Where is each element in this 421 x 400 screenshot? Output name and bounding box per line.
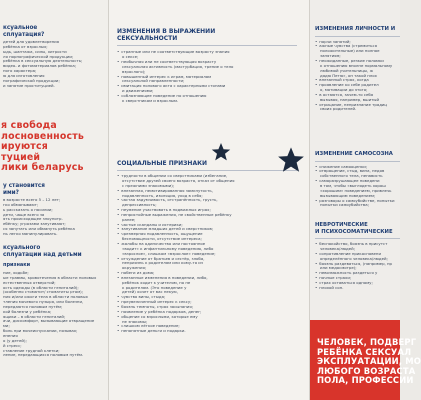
list-item: • отвращение, стыд, вина, недов — [315, 169, 400, 174]
left-text-line: кой болезни у ребёнка; — [3, 308, 52, 314]
list-item-cont: взрослого); — [122, 68, 146, 74]
list-item: • чрезмерная подавленность, ощущение — [117, 232, 307, 237]
slogan-line: я свобода — [1, 120, 57, 131]
list-item: • непристойные выражения, не свойственные ребёнку — [117, 213, 307, 218]
left-text-line: гко обманывают; — [3, 201, 39, 207]
list-item: • боязнь раздеваться, (например, пр — [315, 262, 400, 267]
left-text-line: ость одежды (в области гениталий); — [3, 284, 79, 290]
list-item: • внезапные изменения в поведении, либо, — [117, 276, 307, 281]
list-item-cont: беспомощности, отсутствие интереса; — [122, 236, 202, 242]
list-item-cont: человека/людей; — [320, 246, 355, 252]
callout-line: РЕБЁНКА СЕКСУАЛ — [317, 346, 412, 357]
list-item: • внезапная, немотивированная замкнутость, — [117, 189, 307, 194]
star-icon-large — [277, 146, 305, 174]
list-item-cont: с прежними знакомыми); — [122, 182, 175, 188]
middle-panel — [108, 0, 310, 400]
star-icon-small — [211, 142, 231, 162]
left-text-line: о (у детей); — [3, 337, 27, 343]
list-item-cont: дядю Петю», он такой плох — [320, 72, 377, 78]
right-heading-neurotic-2: И ПСИХОСОМАТИЧЕСКИЕ — [315, 228, 393, 235]
right-heading-self: ИЗМЕНЕНИЕ САМОСОЗНА — [315, 151, 393, 157]
left-heading-2: сплуатации над детьми — [3, 252, 82, 258]
callout-line: ЭКСПЛУАТАЦИИ, МО — [317, 356, 421, 367]
list-item-cont: определённого человека/людей; — [320, 255, 388, 261]
left-text-line: детей для удовлетворения — [3, 39, 60, 44]
list-item-cont: любимой учительницы, ж — [320, 67, 374, 73]
list-item-cont: вызывающим поведением; — [320, 192, 376, 198]
left-text-line: ление, передающихся половым путём. — [3, 352, 84, 358]
list-item-cont: к отношению вполне нормальному — [320, 62, 393, 68]
list-item-cont: попытки самоубийства; — [320, 202, 369, 208]
callout-line: ЛЮБОГО ВОЗРАСТА — [317, 365, 416, 376]
list-item-cont: отсутствие друзей своего возраста, отказ от общения — [122, 178, 235, 184]
list-item-cont: «взрослое», слишком «взрослое» поведение; — [122, 250, 216, 256]
middle-heading-sexuality: ИЗМЕНЕНИЯ В ВЫРАЖЕНИИ — [117, 28, 216, 35]
list-item: • разговоры о самоубийстве, попытки — [315, 199, 400, 204]
list-item: • сопротивление прикосновени — [315, 252, 400, 257]
list-item-cont: сексуальная активность (мастурбация, трение о тело — [122, 63, 234, 69]
left-text-line: ребёнка от взрослых; — [3, 43, 48, 49]
left-text-line: ребёнка в сексуальную деятельность; — [3, 58, 83, 64]
slogan-line: лосновенность — [1, 130, 84, 142]
callout-line: ЧЕЛОВЕК, ПОДВЕРГ — [317, 337, 417, 347]
list-item: • повышенный интерес к играм, материалам — [117, 75, 307, 80]
list-item-cont: неприязнь к родителям или кому-то из — [122, 260, 203, 266]
callout-line: ПОЛА, ПРОФЕССИИ — [317, 375, 414, 386]
left-text-line: ного характера; — [3, 68, 37, 74]
warning-callout — [310, 320, 421, 400]
list-item-cont: детей) хочет от вас некую, — [122, 289, 178, 295]
left-text-line: й стресс; — [3, 342, 22, 348]
slogan-line: лики беларусь — [1, 162, 84, 173]
list-item: • неумение участвовать в подвижных играх; — [117, 208, 307, 213]
list-item: • снижение самооценки; — [315, 165, 400, 170]
left-text-line: ю для изготовления — [3, 72, 45, 78]
list-item-cont: о, мотивации до этого; — [320, 87, 368, 93]
left-text-line: нографической продукции; — [3, 77, 60, 83]
list-item: • невозможность раздеться у — [315, 271, 400, 276]
list-item-cont: сексуальной направленности; — [122, 78, 185, 84]
list-item: • необычная или не соответствующая возрасту — [117, 60, 307, 65]
left-text-line: (особенно стоматит/ стоматиты ртом); — [3, 289, 83, 295]
list-item: • проявление ко себе родител — [315, 83, 400, 88]
left-text-line: ь рассказать о насилии; — [3, 206, 53, 212]
left-heading-2: сплуатация? — [3, 32, 45, 38]
list-item: • порчи занятий; — [315, 40, 400, 45]
list-item: • общение со взрослыми, которые ему — [117, 315, 307, 320]
list-item-cont: своих родителей. — [320, 106, 357, 112]
left-text-line: ние, ходьбе; — [3, 270, 29, 275]
left-text-line: нь легко манипулировать. — [3, 230, 58, 236]
left-heading-2: ими? — [3, 190, 19, 196]
list-item: • частая задумчивость, отстранённость, грусть, — [117, 198, 307, 203]
left-subheading: признаки — [3, 262, 31, 268]
list-item-cont: к родителям. (Это поведение у — [122, 284, 187, 290]
left-text-line: боль при мочеиспускании, позывах; — [3, 328, 78, 334]
list-item: • соблазняющее поведение по отношению — [117, 94, 307, 99]
left-text-line: естественных отверстий; — [3, 279, 56, 285]
list-item-cont: положительные) или полное — [320, 48, 380, 54]
list-item-cont: «водит» к инфантильному поведению, либо — [122, 245, 214, 251]
list-item: • беспокойство, боязнь в присутст — [315, 242, 400, 247]
list-item: • появление у ребёнка подарков, денег; — [117, 310, 307, 315]
list-item-cont: о сексе; — [122, 54, 139, 60]
list-item-cont: окружения; — [122, 265, 147, 271]
list-item: • в остаются, зачем-то себя — [315, 93, 400, 98]
list-item: • отчуждение от братьев и сестёр, злоба, — [117, 257, 307, 262]
left-text-line: енения — [3, 332, 18, 338]
list-item-cont: в том, чтобы «выглядеть хорош — [320, 182, 386, 188]
list-item: • чувство вины, стыда; — [117, 295, 307, 300]
left-text-line: ся запутать или обмануть ребёнка — [3, 226, 75, 232]
left-heading: ксуального — [3, 245, 41, 251]
left-text-line: передаются половым путём; — [3, 303, 63, 309]
list-item: • странные или не соответствующие возрасту знания — [117, 50, 307, 55]
list-item-cont: ранее; — [122, 216, 136, 222]
left-text-line: ачи, дискомфорт, вызывающие отвращение — [3, 318, 95, 324]
list-item-cont: ребёнок ходит к учителям, но не — [122, 279, 191, 285]
list-item-cont: подавленность, изоляция, уход в себя; — [122, 192, 203, 198]
list-item: • имитация полового акта с характерными стонами — [117, 84, 307, 89]
left-text-line: ния и/или ожоги тела в области половых — [3, 294, 88, 300]
list-item: • ночные страхи; — [315, 276, 400, 281]
list-item-cont: вызывая, например, вшитый — [320, 96, 379, 102]
middle-heading-social: СОЦИАЛЬНЫЕ ПРИЗНАКИ — [117, 160, 208, 167]
list-item-cont: «хорошим» поведением, привлечь — [320, 187, 392, 193]
list-item-cont: не знакомы; — [122, 318, 148, 324]
list-item-cont: или медосмотре); — [320, 265, 357, 271]
list-item-cont: занятиям; — [320, 53, 341, 59]
list-item: • преувеличенный интерес к сексу; — [117, 300, 307, 305]
right-heading-personality: ИЗМЕНЕНИЯ ЛИЧНОСТИ И — [315, 26, 396, 32]
list-item: • жалобы на одиночество или постоянное — [117, 242, 307, 247]
left-text-line: видео- и фотоматериалов ребёнка; — [3, 63, 77, 69]
left-text-line: в возрасте всего 5 – 12 лет; — [3, 197, 61, 202]
list-item: • непонятные деньги и подарки. — [117, 329, 307, 334]
list-item: • страх оставаться одному; — [315, 281, 400, 286]
list-item: • неожиданные, резкие поломки — [315, 59, 400, 64]
left-text-line: ыдь, шантажа, силы, хитрости — [3, 48, 67, 54]
list-item: • плохой сон. — [315, 286, 400, 291]
left-text-line: ять происходящее злоупотр. — [3, 216, 63, 222]
list-item: • боязнь темноты, страх засыпания; — [117, 305, 307, 310]
list-item: • внезапный страх, когда — [315, 78, 400, 83]
list-item-cont: к сверстникам и взрослым. — [122, 97, 179, 103]
left-text-line: ля порнографической продукции; — [3, 53, 74, 59]
list-item-cont: депрессивность; — [122, 202, 157, 208]
list-item: • трудности в общении со сверстниками (избегание, — [117, 174, 307, 179]
right-heading-neurotic: НЕВРОТИЧЕСКИЕ — [315, 222, 368, 228]
list-item: • частые скандалы и истерики; — [117, 223, 307, 228]
slogan-line: туцией — [1, 151, 41, 163]
list-item-cont: и движениями; — [122, 88, 154, 94]
list-item: • ажные чувства (стремиться — [315, 44, 400, 49]
left-text-line: ящики – в области гениталий; — [3, 313, 66, 319]
list-item: • отрицание, непризнание традиц — [315, 103, 400, 108]
list-item-cont: собственного тела, ненависть — [320, 173, 383, 179]
left-heading: у становится — [3, 183, 45, 189]
left-text-line: тления мочевого пузыря, или болезни, — [3, 299, 84, 305]
left-text-line: ми; — [3, 323, 10, 329]
left-heading: ксуальное — [3, 25, 38, 31]
slogan-line: ируются — [1, 141, 48, 152]
list-item: • запугивание младших детей и сверстников; — [117, 227, 307, 232]
list-item: • слишком лёгкое поведение; — [117, 324, 307, 329]
left-text-line: и занятие проституцией. — [3, 82, 55, 88]
list-item: • саморазрушающее поведени — [315, 179, 400, 184]
list-item: • побеги из дома; — [117, 271, 307, 276]
left-text-line: ебёнку; угрозами запугивают; — [3, 221, 66, 227]
left-text-line: дети, чаще всего за — [3, 211, 45, 217]
left-panel — [0, 0, 108, 400]
middle-heading-sexuality-2: СЕКСУАЛЬНОСТИ — [117, 35, 178, 43]
left-text-line: ые травмы, кровотечения в области половых — [3, 274, 97, 280]
left-text-line: ставление грудной клетки; — [3, 347, 60, 353]
